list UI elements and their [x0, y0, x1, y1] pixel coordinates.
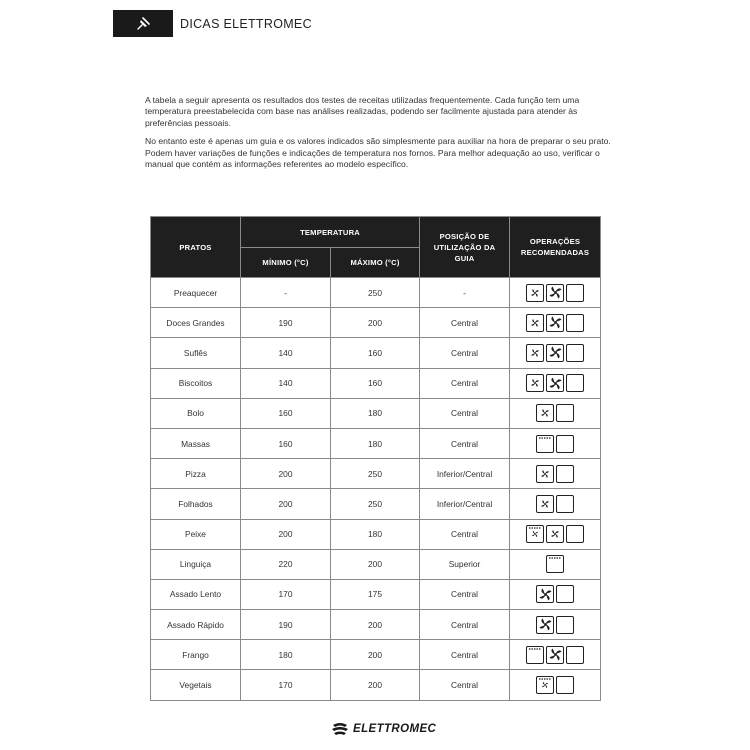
cell-maximo: 200	[331, 610, 420, 640]
footer-logo	[331, 722, 436, 735]
fan-small-icon	[526, 284, 544, 302]
cell-operacoes	[510, 278, 601, 308]
table-row	[151, 489, 601, 519]
cell-minimo: 180	[241, 640, 331, 670]
operation-icons	[510, 435, 600, 453]
header-badge	[113, 10, 173, 37]
cell-operacoes	[510, 640, 601, 670]
cell-operacoes	[510, 308, 601, 338]
cooking-guide-table	[150, 216, 601, 701]
fan-large-icon	[546, 284, 564, 302]
intro-paragraph-2: No entanto este é apenas um guia e os valores indicados são simplesmente para auxiliar na hora de preparar o seu prato. Podem haver variações de funções e indicações de temperatura nos fornos. Para melhor adequação ao uso, verificar o manual que contém as informações referentes ao modelo específico.	[145, 136, 611, 170]
table-row	[151, 640, 601, 670]
operation-icons	[510, 374, 600, 392]
cell-operacoes	[510, 670, 601, 700]
cell-posicao: Central	[420, 670, 510, 700]
operation-icons	[510, 314, 600, 332]
operation-icons	[510, 646, 600, 664]
cell-posicao: Inferior/Central	[420, 489, 510, 519]
cell-operacoes	[510, 398, 601, 428]
cell-maximo: 180	[331, 398, 420, 428]
fan-large-icon	[536, 585, 554, 603]
operation-icons	[510, 404, 600, 422]
cell-minimo: 190	[241, 308, 331, 338]
cell-maximo: 200	[331, 549, 420, 579]
cell-minimo: 220	[241, 549, 331, 579]
cell-minimo: 190	[241, 610, 331, 640]
cell-operacoes	[510, 489, 601, 519]
table-body	[151, 278, 601, 701]
cell-prato: Suflês	[151, 338, 241, 368]
plain-icon	[566, 374, 584, 392]
operation-icons	[510, 676, 600, 694]
cell-operacoes	[510, 338, 601, 368]
header-minimo: MÍNIMO (°C)	[241, 248, 331, 278]
cell-minimo: -	[241, 278, 331, 308]
fan-large-icon	[546, 646, 564, 664]
fan-small-icon	[536, 465, 554, 483]
table-row	[151, 610, 601, 640]
table-row	[151, 579, 601, 609]
cell-minimo: 160	[241, 398, 331, 428]
cell-maximo: 175	[331, 579, 420, 609]
plain-icon	[556, 435, 574, 453]
cell-posicao: Central	[420, 579, 510, 609]
table-row	[151, 308, 601, 338]
cell-maximo: 200	[331, 640, 420, 670]
elettromec-logo-icon	[331, 722, 349, 735]
cell-minimo: 200	[241, 489, 331, 519]
plain-icon	[566, 646, 584, 664]
cell-posicao: Central	[420, 640, 510, 670]
cell-prato: Peixe	[151, 519, 241, 549]
cell-minimo: 170	[241, 579, 331, 609]
plain-icon	[566, 314, 584, 332]
header-pratos: PRATOS	[151, 217, 241, 278]
cell-prato: Bolo	[151, 398, 241, 428]
cell-prato: Linguiça	[151, 549, 241, 579]
fan-large-icon	[546, 344, 564, 362]
plain-icon	[556, 404, 574, 422]
plain-icon	[556, 676, 574, 694]
cell-prato: Biscoitos	[151, 368, 241, 398]
fan-large-icon	[536, 616, 554, 634]
intro-text	[145, 95, 615, 177]
cell-maximo: 180	[331, 428, 420, 458]
table-row	[151, 670, 601, 700]
cell-posicao: Central	[420, 368, 510, 398]
cell-minimo: 200	[241, 519, 331, 549]
cell-operacoes	[510, 519, 601, 549]
cell-minimo: 160	[241, 428, 331, 458]
cell-prato: Preaquecer	[151, 278, 241, 308]
pin-icon	[135, 16, 151, 32]
cell-posicao: -	[420, 278, 510, 308]
cell-maximo: 250	[331, 459, 420, 489]
table-row	[151, 519, 601, 549]
cell-posicao: Central	[420, 519, 510, 549]
cell-minimo: 200	[241, 459, 331, 489]
fan-small-icon	[536, 404, 554, 422]
cell-posicao: Central	[420, 398, 510, 428]
table-row	[151, 549, 601, 579]
fan-small-icon	[546, 525, 564, 543]
cell-maximo: 250	[331, 278, 420, 308]
cell-prato: Doces Grandes	[151, 308, 241, 338]
plain-icon	[556, 616, 574, 634]
cell-posicao: Inferior/Central	[420, 459, 510, 489]
table-row	[151, 338, 601, 368]
cell-maximo: 200	[331, 670, 420, 700]
cell-posicao: Central	[420, 338, 510, 368]
header-operacoes: OPERAÇÕES RECOMENDADAS	[510, 217, 601, 278]
fan-large-icon	[546, 314, 564, 332]
cell-minimo: 140	[241, 338, 331, 368]
cell-maximo: 200	[331, 308, 420, 338]
cell-prato: Assado Lento	[151, 579, 241, 609]
header-posicao: POSIÇÃO DE UTILIZAÇÃO DA GUIA	[420, 217, 510, 278]
table-row	[151, 368, 601, 398]
plain-icon	[566, 284, 584, 302]
operation-icons	[510, 555, 600, 573]
cell-prato: Pizza	[151, 459, 241, 489]
cell-prato: Massas	[151, 428, 241, 458]
top-grill-fan-icon	[536, 676, 554, 694]
cell-minimo: 170	[241, 670, 331, 700]
cell-maximo: 250	[331, 489, 420, 519]
cell-maximo: 180	[331, 519, 420, 549]
operation-icons	[510, 495, 600, 513]
cell-minimo: 140	[241, 368, 331, 398]
cell-posicao: Central	[420, 610, 510, 640]
cell-operacoes	[510, 549, 601, 579]
plain-icon	[566, 525, 584, 543]
top-grill-icon	[536, 435, 554, 453]
intro-paragraph-1: A tabela a seguir apresenta os resultados dos testes de receitas utilizadas frequentemente. Cada função tem uma temperatura preestabelecida com base nas análises realizadas, podendo ser facilmente ajustada para atender às preferências pessoais.	[145, 95, 580, 128]
plain-icon	[556, 585, 574, 603]
plain-icon	[556, 495, 574, 513]
fan-small-icon	[526, 374, 544, 392]
cell-operacoes	[510, 368, 601, 398]
operation-icons	[510, 585, 600, 603]
cell-posicao: Superior	[420, 549, 510, 579]
operation-icons	[510, 465, 600, 483]
cell-operacoes	[510, 428, 601, 458]
cell-posicao: Central	[420, 428, 510, 458]
cell-maximo: 160	[331, 338, 420, 368]
fan-small-icon	[526, 314, 544, 332]
cell-operacoes	[510, 610, 601, 640]
top-grill-icon	[546, 555, 564, 573]
table-row	[151, 278, 601, 308]
fan-large-icon	[546, 374, 564, 392]
table-row	[151, 459, 601, 489]
header-maximo: MÁXIMO (°C)	[331, 248, 420, 278]
top-grill-fan-icon	[526, 525, 544, 543]
fan-small-icon	[536, 495, 554, 513]
plain-icon	[556, 465, 574, 483]
table-row	[151, 428, 601, 458]
plain-icon	[566, 344, 584, 362]
operation-icons	[510, 616, 600, 634]
footer-brand: ELETTROMEC	[353, 722, 437, 735]
cell-prato: Assado Rápido	[151, 610, 241, 640]
cell-operacoes	[510, 459, 601, 489]
header-temperatura: TEMPERATURA	[241, 217, 420, 248]
page-title: DICAS ELETTROMEC	[180, 16, 312, 31]
page-header	[113, 10, 312, 37]
cell-operacoes	[510, 579, 601, 609]
operation-icons	[510, 284, 600, 302]
cell-posicao: Central	[420, 308, 510, 338]
cell-maximo: 160	[331, 368, 420, 398]
cell-prato: Vegetais	[151, 670, 241, 700]
operation-icons	[510, 344, 600, 362]
table-row	[151, 398, 601, 428]
operation-icons	[510, 525, 600, 543]
cell-prato: Folhados	[151, 489, 241, 519]
top-grill-icon	[526, 646, 544, 664]
cell-prato: Frango	[151, 640, 241, 670]
fan-small-icon	[526, 344, 544, 362]
